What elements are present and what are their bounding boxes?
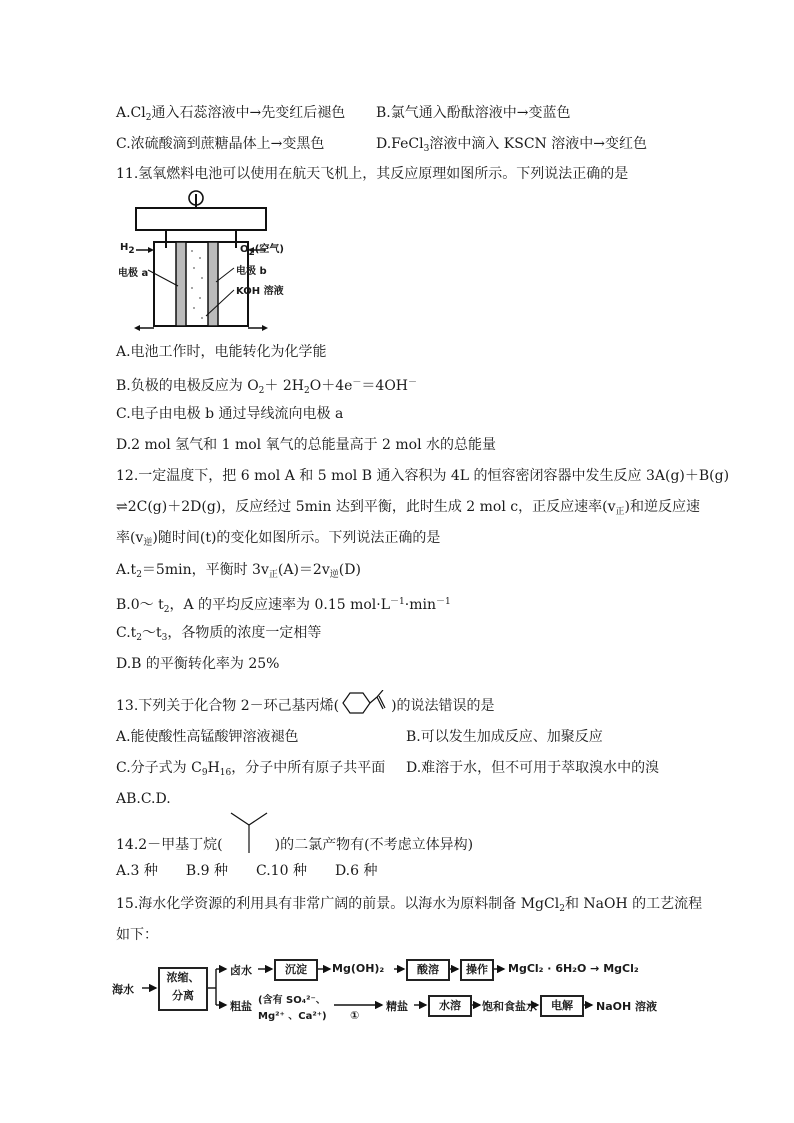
q14-options: A.3 种 B.9 种 C.10 种 D.6 种: [116, 863, 378, 879]
koh-electrolyte: [191, 250, 203, 319]
q11-option-b: B.负极的电极反应为 $O_2+ 2H_2O+4e^-=4OH^-$: [116, 378, 418, 396]
q12-stem-line1: 12.一定温度下，把 6 mol A 和 5 mol B 通入容积为 4L 的恒容密闭容器中发生反应 3A(g)＋B(g): [116, 468, 730, 484]
q11-option-a: A.电池工作时，电能转化为化学能: [116, 344, 327, 360]
o2-label: $O_2$(空气): [240, 244, 284, 258]
flow-naoh: NaOH 溶液: [596, 1000, 658, 1013]
flow-impurities-2: Mg²⁺ 、Ca²⁺): [258, 1011, 327, 1022]
q10-option-a: $A.Cl_2$通入石蕊溶液中→先变红后褪色: [116, 105, 346, 123]
q12-option-a: $A.t_2=5\min$，平衡时 $3v_正(A)=2v_逆(D)$: [116, 562, 361, 580]
flow-precipitate-box: 沉淀: [274, 959, 318, 981]
process-flow-diagram: [112, 955, 672, 1025]
q12-option-b: B.0～ $t_2$，A 的平均反应速率为 0.15 $mol\cdot L^{-1}\cdot\min^{-1}$: [116, 597, 451, 615]
q12-stem-line3: 率$(v_逆)$随时间(t)的变化如图所示。下列说法正确的是: [116, 530, 441, 548]
electrode-b-label: 电极 b: [236, 266, 267, 277]
q12-stem-line2: ⇌2C(g)＋2D(g)，反应经过 5min 达到平衡，此时生成 2 mol c，正反应速率$(v_正)$和逆反应速: [116, 499, 700, 517]
q10-option-c: C.浓硫酸滴到蔗糖晶体上→变黑色: [116, 136, 325, 152]
flow-mgcl2-hydrate: MgCl₂ · 6H₂O → MgCl₂: [508, 962, 639, 975]
fuel-cell-svg: [116, 186, 306, 334]
q11-option-d: D.2 mol 氢气和 1 mol 氧气的总能量高于 2 mol 水的总能量: [116, 437, 497, 453]
q12-option-c: $C.t_2\sim t_3$，各物质的浓度一定相等: [116, 625, 322, 643]
flow-concentrate-separate-box: 浓缩、 分离: [158, 967, 208, 1011]
flow-impurities: (含有 SO₄²⁻、: [258, 995, 326, 1006]
q13-option-d: D.难溶于水，但不可用于萃取溴水中的溴: [406, 760, 660, 776]
flow-mgoh2: Mg(OH)₂: [332, 962, 385, 975]
q13-option-a: A.能使酸性高锰酸钾溶液褪色: [116, 729, 299, 745]
flow-crude-salt: 粗盐: [230, 1000, 252, 1013]
q13-answer: AB.C.D.: [116, 791, 171, 807]
q11-stem: 11.氢氧燃料电池可以使用在航天飞机上，其反应原理如图所示。下列说法正确的是: [116, 166, 629, 182]
flow-step-1: ①: [350, 1009, 360, 1022]
q12-option-d: D.B 的平衡转化率为 25%: [116, 656, 280, 672]
flow-brine: 卤水: [230, 964, 252, 977]
flow-saturated-brine: 饱和食盐水: [482, 1000, 537, 1013]
q10-option-d: D.FeCl$_3$溶液中滴入 KSCN 溶液中→变红色: [376, 136, 647, 154]
cyclohexylpropene-structure: [339, 696, 391, 716]
q11-option-c: C.电子由电极 b 通过导线流向电极 a: [116, 406, 344, 422]
flow-acid-box: 酸溶: [406, 959, 450, 981]
fuel-cell-diagram: [116, 186, 306, 334]
q13-option-b: B.可以发生加成反应、加聚反应: [406, 729, 603, 745]
h2-label: $H_2$: [120, 242, 135, 256]
q14-stem: 14.2－甲基丁烷( )的二氯产物有(不考虑立体异构): [116, 835, 473, 855]
q15-stem-line2: 如下：: [116, 927, 158, 943]
q10-option-b: B.氯气通入酚酞溶液中→变蓝色: [376, 105, 571, 121]
flow-seawater: 海水: [112, 983, 134, 996]
flow-operation-box: 操作: [460, 959, 494, 981]
cell-body: [154, 242, 248, 326]
external-circuit: [136, 208, 266, 230]
electrode-a: [176, 242, 186, 326]
electrode-a-label: 电极 a: [118, 268, 149, 279]
koh-label: KOH 溶液: [236, 286, 284, 297]
methylbutane-structure: [223, 835, 275, 855]
q15-stem-line1: 15.海水化学资源的利用具有非常广阔的前景。以海水为原料制备 MgCl$_2$和 NaOH 的工艺流程: [116, 896, 703, 914]
q13-option-c: C.分子式为 $C_9H_{16}$，分子中所有原子共平面: [116, 760, 386, 778]
flow-electrolysis-box: 电解: [540, 995, 584, 1017]
flow-dissolve-box: 水溶: [428, 995, 472, 1017]
q13-stem: 13.下列关于化合物 2－环己基丙烯( )的说法错误的是: [116, 696, 495, 716]
flow-refined-salt: 精盐: [386, 1000, 408, 1013]
